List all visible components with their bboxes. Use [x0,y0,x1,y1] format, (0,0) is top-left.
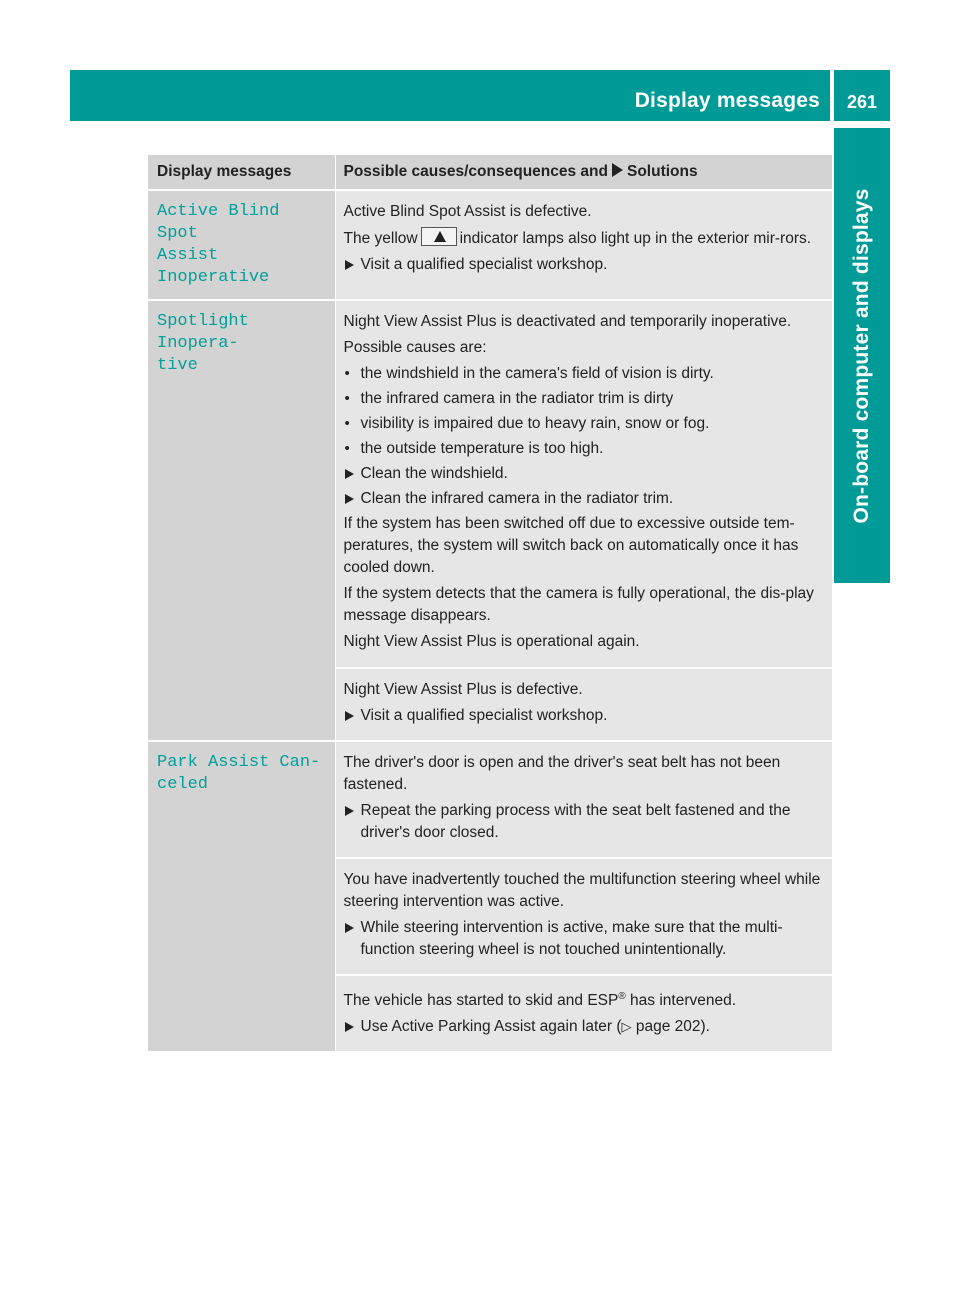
header-display-messages: Display messages [148,155,335,190]
action-fragment: Use Active Parking Assist again later ( [360,1018,622,1036]
description-text: Night View Assist Plus is deactivated and temporarily inoperative. [343,313,792,330]
chapter-side-tab[interactable] [834,128,890,583]
table-row [148,300,832,668]
action-step: Clean the infrared camera in the radiator trim. [344,488,825,510]
registered-mark: ® [618,991,626,1002]
display-message-text: Spotlight Inopera- tive [157,312,249,375]
warning-triangle-icon [421,227,457,246]
description-fragment: indicator lamps also light up in the exterior mir-rors. [459,230,812,247]
chapter-label: On-board computer and displays [850,187,873,524]
description-text [344,227,825,250]
list-item: • the windshield in the camera's field of vision is dirty. [344,363,825,385]
solution-cell [335,668,832,741]
action-step: Visit a qualified specialist workshop. [344,705,825,727]
header-causes-text: Possible causes/consequences and [343,163,608,180]
action-step: While steering intervention is active, make sure that the multi-function steering wheel is not touched unintentionally. [344,917,825,961]
message-cell [148,190,335,300]
action-step [344,1016,825,1038]
description-text: You have inadvertently touched the multifunction steering wheel while steering intervention was active. [343,871,821,910]
description-text: Night View Assist Plus is operational again. [343,633,640,650]
solution-cell [335,975,832,1052]
description-text [344,986,825,1012]
list-item: • the infrared camera in the radiator trim is dirty [344,388,825,410]
table-row [148,190,832,300]
header-solutions-text: Solutions [626,163,698,180]
display-message-text: Active Blind Spot Assist Inoperative [157,202,280,287]
solution-cell [335,741,832,858]
description-text: Night View Assist Plus is defective. [343,681,583,698]
description-text: The driver's door is open and the driver's seat belt has not been fastened. [343,754,781,793]
solution-cell [335,858,832,975]
page-number-box [834,70,890,121]
list-item: • visibility is impaired due to heavy rain, snow or fog. [344,413,825,435]
display-message-text: Park Assist Can- celed [157,753,321,794]
description-fragment: has intervened. [625,992,737,1010]
table-header-row [148,155,832,190]
description-text: If the system detects that the camera is fully operational, the dis-play message disappears. [343,585,814,624]
action-step: Clean the windshield. [344,463,825,485]
action-step: Repeat the parking process with the seat belt fastened and the driver's door closed. [344,800,825,844]
list-item: • the outside temperature is too high. [344,438,825,460]
description-text: Possible causes are: [343,339,487,356]
display-messages-table [148,155,832,1053]
description-fragment: The yellow [343,230,418,247]
description-text: If the system has been switched off due to excessive outside tem-peratures, the system will switch back on automatically once it has cooled down. [343,515,799,576]
action-arrow-icon [612,163,623,177]
action-step: Visit a qualified specialist workshop. [344,254,825,276]
page-reference-link[interactable]: page 202). [631,1018,710,1036]
description-text: Active Blind Spot Assist is defective. [343,203,592,220]
page-number: 261 [846,92,878,112]
message-cell [148,300,335,741]
page-reference-icon: ▷ [621,1019,632,1035]
solution-cell [335,190,832,300]
page-title: Display messages [634,89,820,112]
header-causes-solutions [335,155,832,190]
message-cell [148,741,335,1052]
table-row [148,741,832,858]
solution-cell [335,300,832,668]
description-fragment: The vehicle has started to skid and ESP [343,992,619,1010]
header-bar [70,70,830,121]
